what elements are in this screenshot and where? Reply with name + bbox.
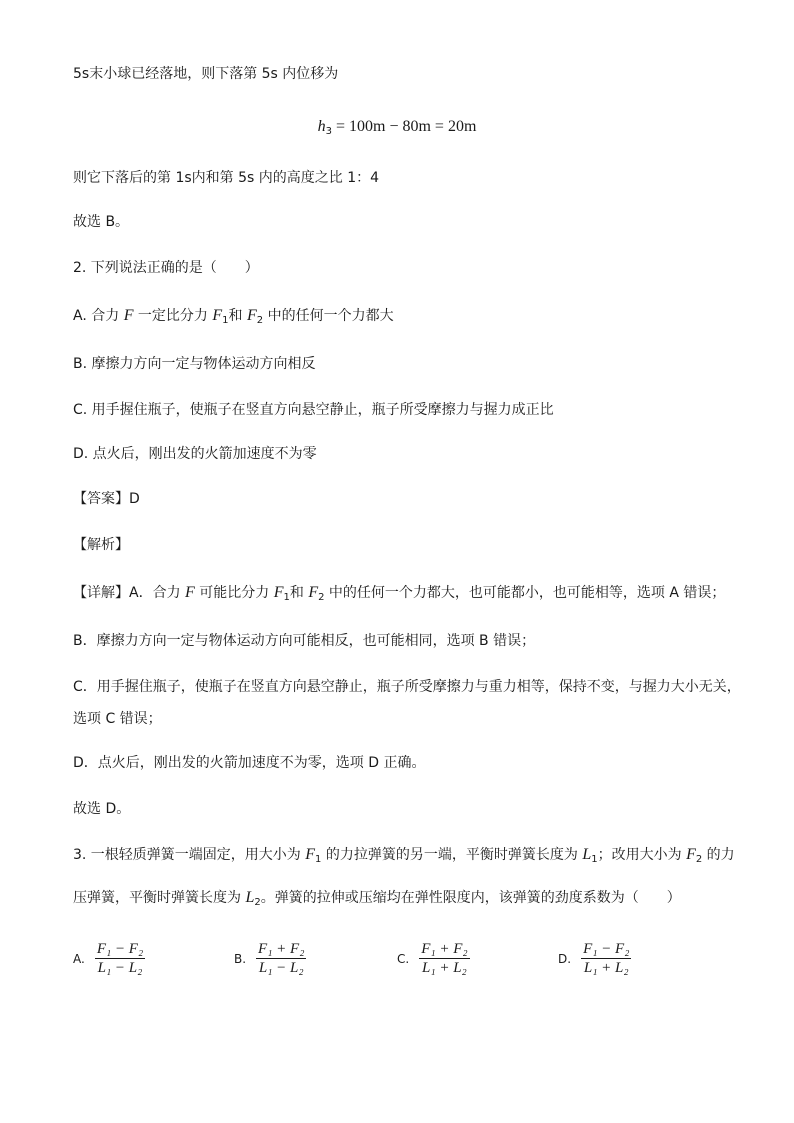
q2-detail-a-tail: 中的任何一个力都大，也可能都小，也可能相等，选项 A 错误； [324,585,726,601]
equation-h3 [0,116,794,137]
q3-F1-sub: 1 [315,854,322,865]
q3-option-d-numerator: F₁ − F₂ [583,941,630,957]
q3-L2-sub: 2 [254,897,261,908]
q2-detail-F2: F [308,584,319,601]
q2-a-and: 和 [228,308,247,324]
q3-l1-a: 3. 一根轻质弹簧一端固定，用大小为 [73,847,306,863]
q2-detail-F1: F [273,584,284,601]
q3-option-c-numerator: F₁ + F₂ [421,941,468,957]
q3-F1: F [305,846,316,863]
text-line-fall-5s: 5s末小球已经落地，则下落第 5s 内位移为 [73,66,339,82]
q3-option-a[interactable] [73,940,145,977]
q2-detail-F: F [185,584,195,601]
q2-detail-sub2: 2 [318,592,325,603]
q3-option-c-denominator: L₁ + L₂ [422,960,467,976]
q2-a-sub2: 2 [256,315,264,326]
q2-conclusion: 故选 D。 [73,801,131,817]
q3-L1: L [582,846,592,863]
text-line-ratio: 则它下落后的第 1s内和第 5s 内的高度之比 1：4 [73,170,380,186]
q2-detail-a-prefix: A．合力 [129,585,186,601]
q2-detail-c1: C．用手握住瓶子，使瓶子在竖直方向悬空静止，瓶子所受摩擦力与重力相等，保持不变，与握力大小无关， [73,679,741,695]
eq-lhs-sub: 3 [325,126,332,137]
q3-l2-a: 压弹簧，平衡时弹簧长度为 [73,890,246,906]
q3-option-a-denominator: L₁ − L₂ [97,960,143,976]
q3-stem-line1 [73,845,735,870]
q3-option-d-fraction [581,940,631,977]
q2-answer: 【答案】D [73,491,140,507]
q3-option-c-label: C. [397,951,410,966]
q2-detail-and: 和 [289,585,309,601]
q3-L1-sub: 1 [591,854,598,865]
q3-option-b-numerator: F₁ + F₂ [258,941,305,957]
q3-option-a-label: A. [73,951,85,966]
q2-option-a [73,306,394,331]
q2-detail-sub1: 1 [283,592,290,603]
q2-a-F2: F [246,307,257,324]
q2-a-sub1: 1 [222,315,229,326]
q3-l2-b: 。弹簧的拉伸或压缩均在弹性限度内，该弹簧的劲度系数为（ ） [260,890,681,906]
q2-detail-a [73,583,725,608]
q3-option-d[interactable] [558,940,631,977]
q3-option-b-label: B. [234,951,247,966]
q3-l1-b: 的力拉弹簧的另一端，平衡时弹簧长度为 [321,847,583,863]
q3-stem-line2 [73,888,681,913]
q2-option-c: C. 用手握住瓶子，使瓶子在竖直方向悬空静止，瓶子所受摩擦力与握力成正比 [73,402,554,418]
q3-option-c[interactable] [397,940,470,977]
q2-a-F: F [123,307,134,324]
q2-detail-d: D．点火后，刚出发的火箭加速度不为零，选项 D 正确。 [73,755,426,771]
q2-detail-c2: 选项 C 错误； [73,711,162,727]
q3-option-b-denominator: L₁ − L₂ [258,960,304,976]
q3-option-d-denominator: L₁ + L₂ [583,960,629,976]
q2-a-mid: 一定比分力 [133,308,213,324]
q3-option-a-numerator: F₁ − F₂ [96,941,144,957]
q2-detail-label: 【详解】 [73,585,129,601]
q2-a-prefix: A. 合力 [73,308,124,324]
q3-L2: L [245,889,255,906]
q3-l1-d: 的力 [702,847,735,863]
q3-option-a-fraction [95,940,145,977]
q3-option-d-label: D. [558,951,572,966]
q2-a-tail: 中的任何一个力都大 [263,308,394,324]
q3-option-c-fraction [419,940,469,977]
q3-F2: F [686,846,696,863]
q2-analysis-label: 【解析】 [73,537,129,553]
q3-F2-sub: 2 [695,854,703,865]
eq-rhs: = 100m − 80m = 20m [331,118,477,135]
text-line-choose-b: 故选 B。 [73,214,130,230]
q3-l1-c: ；改用大小为 [597,847,687,863]
q3-option-b-fraction [256,940,306,977]
q2-option-b: B. 摩擦力方向一定与物体运动方向相反 [73,356,316,372]
eq-lhs-var: h [317,118,326,135]
question-2-stem: 2. 下列说法正确的是（ ） [73,260,259,276]
q2-option-d: D. 点火后，刚出发的火箭加速度不为零 [73,446,317,462]
q3-option-b[interactable] [234,940,306,977]
q2-a-F1: F [212,307,223,324]
q2-detail-b: B．摩擦力方向一定与物体运动方向可能相反，也可能相同，选项 B 错误； [73,633,536,649]
q2-detail-a-mid: 可能比分力 [194,585,274,601]
